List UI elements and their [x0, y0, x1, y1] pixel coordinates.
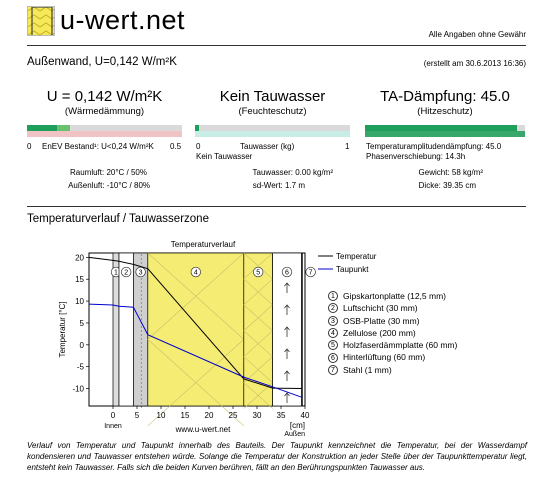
ta-daempfung: Temperaturamplitudendämpfung: 45.0: [366, 142, 502, 151]
layer-texture: [141, 298, 142, 299]
x-outer-label: Außen: [284, 431, 305, 438]
layer-texture: [141, 398, 142, 399]
layer-texture: [141, 314, 142, 315]
layer-texture: [141, 406, 142, 407]
y-tick-label: -10: [72, 384, 84, 394]
chart-caption: Verlauf von Temperatur und Taupunkt innerhalb des Bauteils. Der Taupunkt kennzeichnet die Temperatur, bei der Wasserdampf kondensieren und Tauwasser entstehen würde. Solange die Temperatur der Konstruktion an jeder Stelle über der Taupunkttemperatur liegt, entsteht kein Tauwasser. Falls sich die beiden Kurven berühren, fällt an den Berührungspunkten Tauwasser aus.: [27, 441, 527, 472]
layer-texture: [141, 386, 142, 387]
layer-badge-label: 6: [285, 269, 289, 277]
x-tick-label: 20: [204, 411, 214, 420]
moisture-title: Kein Tauwasser: [219, 88, 326, 105]
layer-legend-label: Hinterlüftung (60 mm): [343, 352, 426, 363]
heat-title: TA-Dämpfung: 45.0: [380, 88, 510, 105]
layer-legend-item: [328, 327, 457, 339]
layer-rect: [301, 253, 302, 406]
layer-texture: [141, 334, 142, 335]
layer-texture: [141, 390, 142, 391]
layer-legend-item: [328, 339, 457, 351]
layer-legend-item: [328, 302, 457, 314]
moisture-scale-left: 0: [196, 142, 201, 151]
layer-legend-item: [328, 364, 457, 376]
layer-texture: [141, 394, 142, 395]
layer-badge-label: 5: [256, 269, 261, 277]
legend-label: Taupunkt: [336, 265, 369, 274]
layer-number-badge: 4: [328, 328, 338, 338]
chart-title: Temperaturverlauf: [170, 240, 236, 249]
layer-legend-item: [328, 315, 457, 327]
x-inner-label: Innen: [104, 423, 122, 430]
gewicht: Gewicht: 58 kg/m²: [418, 168, 483, 177]
moisture-scale-note: Kein Tauwasser: [196, 152, 253, 161]
layer-texture: [141, 370, 142, 371]
layer-texture: [141, 346, 142, 347]
layer-badge-label: 7: [308, 269, 313, 277]
created-timestamp: (erstellt am 30.6.2013 16:36): [423, 59, 526, 68]
sd-wert: sd-Wert: 1.7 m: [252, 181, 305, 190]
chart-watermark: www.u-wert.net: [175, 425, 231, 434]
u-scale-mid: EnEV Bestand¹: U<0,24 W/m²K: [42, 142, 154, 151]
layer-texture: [141, 294, 142, 295]
layer-texture: [141, 290, 142, 291]
y-axis-label: Temperatur [°C]: [58, 301, 67, 358]
heat-subtitle: (Hitzeschutz): [417, 106, 473, 117]
layer-texture: [141, 338, 142, 339]
layer-number-badge: 3: [328, 316, 338, 326]
layer-texture: [141, 342, 142, 343]
x-tick-label: 5: [134, 411, 140, 420]
layer-legend-label: Gipskartonplatte (12,5 mm): [343, 291, 446, 301]
y-tick-label: 20: [75, 253, 84, 263]
y-tick-label: 5: [79, 318, 84, 328]
layer-texture: [141, 282, 142, 283]
x-tick-label: 10: [156, 411, 166, 420]
layer-legend-label: Zellulose (200 mm): [343, 327, 416, 338]
layer-badge-label: 3: [138, 269, 143, 277]
y-tick-label: 10: [75, 297, 84, 307]
moisture-subtitle: (Feuchteschutz): [238, 106, 307, 117]
u-scale-left: 0: [27, 142, 32, 151]
tauwasser-value: Tauwasser: 0.00 kg/m²: [252, 168, 333, 177]
layer-texture: [141, 286, 142, 287]
u-value-subtitle: (Wärmedämmung): [64, 106, 145, 117]
layer-texture: [141, 310, 142, 311]
layer-texture: [141, 262, 142, 263]
layer-legend-label: Holzfaserdämmplatte (60 mm): [343, 340, 458, 351]
layer-texture: [141, 362, 142, 363]
layer-legend-label: OSB-Platte (30 mm): [343, 315, 420, 326]
x-tick-label: 30: [252, 411, 262, 420]
layer-texture: [141, 254, 142, 255]
y-tick-label: 15: [75, 275, 84, 285]
layer-texture: [141, 374, 142, 375]
layer-texture: [141, 382, 142, 383]
layer-number-badge: 1: [328, 291, 338, 301]
layer-texture: [141, 306, 142, 307]
x-tick-label: 40: [300, 411, 310, 420]
layer-texture: [141, 318, 142, 319]
moisture-scale-right: 1: [345, 142, 350, 151]
page-title: Außenwand, U=0,142 W/m²K: [27, 56, 177, 68]
layer-texture: [141, 378, 142, 379]
x-axis-unit: [cm]: [289, 421, 305, 430]
layer-legend-label: Luftschicht (30 mm): [343, 303, 418, 314]
y-tick-label: 0: [79, 340, 84, 350]
layer-texture: [141, 402, 142, 403]
layer-badge-label: 1: [114, 269, 118, 277]
layer-texture: [141, 366, 142, 367]
x-tick-label: 0: [110, 411, 116, 420]
y-tick-label: -5: [76, 362, 84, 372]
layer-texture: [141, 350, 142, 351]
moisture-scale-mid: Tauwasser (kg): [240, 142, 295, 151]
section-title: Temperaturverlauf / Tauwasserzone: [27, 213, 209, 225]
u-scale-right: 0.5: [170, 142, 182, 151]
x-tick-label: 25: [228, 411, 238, 420]
aussenluft: Außenluft: -10°C / 80%: [68, 181, 150, 190]
x-tick-label: 35: [276, 411, 286, 420]
layer-texture: [141, 278, 142, 279]
layer-number-badge: 7: [328, 365, 338, 375]
layer-texture: [141, 302, 142, 303]
layer-legend-item: [328, 351, 457, 363]
layer-number-badge: 6: [328, 353, 338, 363]
u-value-title: U = 0,142 W/m²K: [46, 88, 163, 105]
layer-number-badge: 5: [328, 340, 338, 350]
raumluft: Raumluft: 20°C / 50%: [69, 168, 147, 177]
layer-number-badge: 2: [328, 303, 338, 313]
layer-badge-label: 4: [193, 269, 198, 277]
phasenverschiebung: Phasenverschiebung: 14.3h: [366, 152, 466, 161]
layer-legend-label: Stahl (1 mm): [343, 364, 392, 375]
layer-legend-item: [328, 290, 457, 302]
layer-texture: [141, 330, 142, 331]
logo-text[interactable]: u-wert.net: [60, 5, 186, 35]
x-tick-label: 15: [180, 411, 190, 420]
layer-texture: [141, 326, 142, 327]
disclaimer: Alle Angaben ohne Gewähr: [428, 30, 526, 39]
layer-texture: [141, 358, 142, 359]
legend-label: Temperatur: [336, 252, 377, 261]
layer-texture: [141, 258, 142, 259]
dicke: Dicke: 39.35 cm: [418, 181, 476, 190]
layer-badge-label: 2: [124, 269, 129, 277]
layer-legend: [328, 290, 457, 376]
layer-texture: [141, 354, 142, 355]
